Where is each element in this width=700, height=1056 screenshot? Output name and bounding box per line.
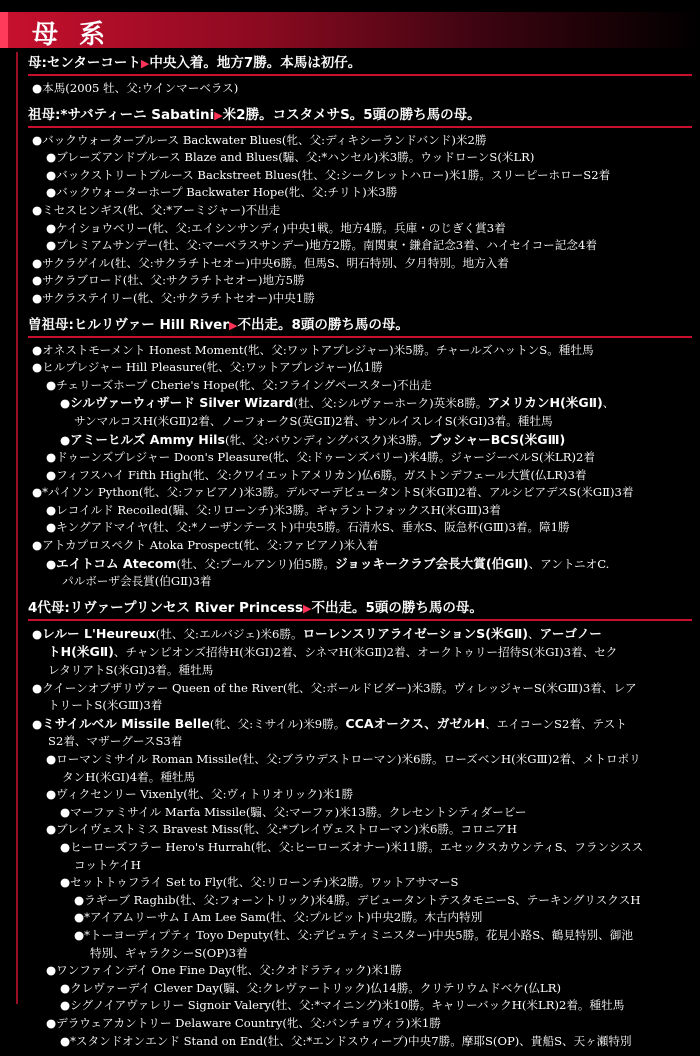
- page-title: 母 系: [32, 20, 112, 50]
- entry-text: ●*スタンドオンエンド Stand on End(牡、父:*エンドスウィープ)中央7勝。摩耶S(OP)、貴船S、天ヶ瀬特別: [60, 1033, 632, 1048]
- entry-text: ●クイーンオブザリヴァー Queen of the River(牝、父:ボールドビダー)米3勝。ヴィレッジャーS(米GⅢ)3着、レア: [32, 680, 637, 695]
- pedigree-section: [28, 597, 692, 1050]
- pedigree-entry: [28, 237, 692, 255]
- pedigree-entry: [28, 555, 692, 574]
- pedigree-entry: [28, 132, 692, 150]
- entry-text: ●ラギーブ Raghib(牡、父:フォーントリック)米4勝。デビュータントテスタモニーS、テーキングリスクスH: [74, 892, 641, 907]
- entry-text: ●サクラゲイル(牡、父:サクラチトセオー)中央6勝。但馬S、明石特別、夕月特別。地方入着: [32, 255, 509, 270]
- entry-text: パルボーザ会長賞(伯GⅡ)3着: [62, 574, 212, 589]
- entry-text: ●キングアドマイヤ(牡、父:*ノーザンテースト)中央5勝。石清水S、垂水S、阪急杯(GⅢ)3着。障1勝: [46, 520, 570, 535]
- pedigree-section: [28, 314, 692, 591]
- pedigree-section: [28, 52, 692, 98]
- entry-text: ●: [60, 432, 71, 447]
- entry-text: ●シグノイアヴァレリー Signoir Valery(牡、父:*マイニング)米10勝。キャリーバックH(米LR)2着。種牡馬: [60, 998, 625, 1013]
- entry-text: ●: [32, 626, 43, 641]
- heading-summary: 米2勝。コスタメサS。5頭の勝ち馬の母。: [222, 106, 481, 123]
- heading-summary: 中央入着。地方7勝。本馬は初仔。: [149, 55, 362, 71]
- stakes-highlight: シルヴァーウィザード Silver Wizard: [70, 395, 294, 411]
- entry-text: ●ヒーローズフラー Hero's Hurrah(牝、父:ヒーローズオナー)米11勝。エセックスカウンティS、フランシスス: [60, 839, 644, 854]
- pedigree-entry: [28, 962, 692, 980]
- stakes-highlight: レルー L'Heureux: [42, 625, 156, 641]
- entry-text: ●チェリーズホープ Cherie's Hope(牝、父:フライングペースター)不出走: [46, 377, 432, 392]
- pedigree-entry: [28, 290, 692, 308]
- entry-text: ●ケイショウベリー(牝、父:エイシンサンディ)中央1戦。地方4勝。兵庫・のじぎく賞3着: [46, 220, 506, 235]
- entry-text: ●デラウェアカントリー Delaware Country(牝、父:バンチョヴィラ)米1勝: [46, 1015, 441, 1030]
- triangle-right-icon: ▶: [214, 108, 223, 122]
- entry-text: (牝、父:バウンディングバスク)米3勝。: [224, 432, 429, 447]
- entry-text: S2着、マザーグースS3着: [48, 734, 183, 749]
- pedigree-entry: [28, 184, 692, 202]
- entry-text: ●フィフスハイ Fifth High(牝、父:クワイエットアメリカン)仏6勝。ガストンデフェール大賞(仏LR)3着: [46, 467, 587, 482]
- entry-text: 、エイコーンS2着、テスト: [485, 716, 627, 731]
- entry-text: ●*アイアムリーサム I Am Lee Sam(牡、父:プルピット)中央2勝。木古内特別: [74, 910, 483, 925]
- stakes-highlight: エイトコム Atecom: [56, 555, 177, 571]
- entry-text: ●バックストリートブルース Backstreet Blues(牡、父:シークレットハロー)米1勝。スリーピーホローS2着: [46, 167, 611, 182]
- entry-text: 、: [528, 626, 540, 641]
- entry-text: (牡、父:プールアンリ)伯5勝。: [176, 556, 335, 571]
- entry-text: ●マーファミサイル Marfa Missile(騸、父:マーファ)米13勝。クレセントシティダービー: [60, 804, 527, 819]
- entry-text: ●ミセスヒンギス(牝、父:*アーミジャー)不出走: [32, 202, 281, 217]
- entry-text: ●ヴィクセンリー Vixenly(牝、父:ヴィトリオリック)米1勝: [46, 787, 354, 802]
- entry-text: ●: [32, 716, 43, 731]
- pedigree-entry: [28, 502, 692, 520]
- pedigree-entry: [28, 394, 692, 413]
- stakes-highlight: CCAオークス、ガゼルH: [345, 715, 486, 731]
- section-heading: [28, 104, 692, 128]
- heading-dam-name: 祖母:*サバティーニ Sabatini: [28, 106, 215, 123]
- entry-text: ●クレヴァーデイ Clever Day(騸、父:クレヴァートリック)仏14勝。クリテリウムドベケ(仏LR): [60, 980, 561, 995]
- pedigree-entry: [28, 342, 692, 360]
- pedigree-entry: [28, 874, 692, 892]
- pedigree-entry: [28, 786, 692, 804]
- section-heading: [28, 597, 692, 621]
- stakes-highlight: ミサイルベル Missile Belle: [42, 715, 210, 731]
- triangle-right-icon: ▶: [303, 601, 312, 615]
- entry-text: ●サクラステイリー(牝、父:サクラチトセオー)中央1勝: [32, 290, 315, 305]
- pedigree-entry: [28, 467, 692, 485]
- heading-dam-name: 母:センターコート: [28, 55, 141, 71]
- stakes-highlight: トH(米GⅡ): [48, 644, 114, 660]
- entry-text: ●プレミアムサンデー(牡、父:マーベラスサンデー)地方2勝。南関東・鎌倉記念3着、ハイセイコー記念4着: [46, 238, 597, 253]
- entry-continuation: [28, 733, 692, 751]
- pedigree-entry: [28, 751, 692, 769]
- entry-text: ●ブレイヴェストミス Bravest Miss(牝、父:*ブレイヴェストローマン)米6勝。コロニアH: [46, 822, 517, 837]
- entry-text: ●サクラブロード(牡、父:サクラチトセオー)地方5勝: [32, 273, 305, 288]
- pedigree-entry: [28, 715, 692, 734]
- title-bar: [0, 12, 700, 48]
- entry-continuation: [28, 662, 692, 680]
- entry-text: ●アトカプロスペクト Atoka Prospect(牝、父:ファビアノ)米入着: [32, 538, 379, 553]
- entry-text: ●本馬(2005 牡、父:ウインマーベラス): [32, 81, 239, 95]
- entry-text: ●: [60, 396, 71, 411]
- pedigree-entry: [28, 359, 692, 377]
- pedigree-section: [28, 104, 692, 308]
- entry-continuation: [28, 697, 692, 715]
- entry-continuation: [28, 643, 692, 662]
- pedigree-entry: [28, 149, 692, 167]
- entry-text: ●: [46, 556, 57, 571]
- entry-text: レタリアトS(米GⅠ)3着。種牡馬: [48, 663, 214, 678]
- entry-text: ●*パイソン Python(牝、父:ファビアノ)米3勝。デルマーデビュータントS(米GⅡ)2着、アルシビアデスS(米GⅡ)3着: [32, 485, 634, 500]
- entry-text: ●ブレーズアンドブルース Blaze and Blues(騸、父:*ハンセル)米3勝。ウッドローンS(米LR): [46, 150, 535, 165]
- entry-text: 、チャンピオンズ招待H(米GⅠ)2着、シネマH(米GⅡ)2着、オークトゥリー招待S(米GⅠ)3着、セク: [113, 645, 618, 660]
- entry-text: 、: [602, 396, 615, 411]
- pedigree-entry: [28, 927, 692, 945]
- triangle-right-icon: ▶: [140, 57, 150, 70]
- stakes-highlight: アミーヒルズ Ammy Hils: [70, 431, 225, 447]
- pedigree-entry: [28, 821, 692, 839]
- entry-text: ●バックウォーターブルース Backwater Blues(牝、父:ディキシーランドバンド)米2勝: [32, 132, 487, 147]
- pedigree-entry: [28, 537, 692, 555]
- pedigree-entry: [28, 680, 692, 698]
- entry-text: トリートS(米GⅢ)3着: [48, 698, 163, 713]
- entry-text: タンH(米GⅠ)4着。種牡馬: [62, 769, 196, 784]
- entry-text: 特別、ギャラクシーS(OP)3着: [90, 945, 248, 960]
- entry-continuation: [28, 945, 692, 963]
- pedigree-entry: [28, 80, 692, 98]
- entry-text: ●セットトゥフライ Set to Fly(牝、父:リローンチ)米2勝。ワットアサマーS: [60, 875, 459, 890]
- entry-text: ●バックウォーターホープ Backwater Hope(牝、父:チリト)米3勝: [46, 185, 398, 200]
- entry-text: 、アントニオC.: [528, 556, 610, 571]
- pedigree-entry: [28, 804, 692, 822]
- pedigree-entry: [28, 255, 692, 273]
- stakes-highlight: アーゴノー: [539, 625, 602, 641]
- pedigree-entry: [28, 167, 692, 185]
- pedigree-entry: [28, 431, 692, 450]
- stakes-highlight: ブッシャーBCS(米GⅢ): [428, 431, 566, 447]
- entry-continuation: [28, 769, 692, 787]
- entry-text: (牡、父:エルバジェ)米6勝。: [155, 626, 303, 641]
- entry-text: (牝、父:ミサイル)米9勝。: [209, 716, 346, 731]
- pedigree-entry: [28, 997, 692, 1015]
- pedigree-content: [28, 52, 692, 1056]
- pedigree-entry: [28, 839, 692, 857]
- pedigree-entry: [28, 1015, 692, 1033]
- entry-continuation: [28, 857, 692, 875]
- entry-text: サンマルコスH(米GⅡ)2着、ノーフォークS(英GⅡ)2着、サンルイスレイS(米GⅠ)3着。種牡馬: [74, 413, 553, 428]
- heading-summary: 不出走。8頭の勝ち馬の母。: [237, 316, 409, 333]
- section-heading: [28, 52, 692, 76]
- entry-text: (牡、父:シルヴァーホーク)英米8勝。: [293, 396, 488, 411]
- pedigree-entry: [28, 449, 692, 467]
- stakes-highlight: ローレンスリアライゼーションS(米GⅡ): [302, 625, 528, 641]
- heading-dam-name: 曽祖母:ヒルリヴァー Hill River: [28, 316, 229, 333]
- pedigree-entry: [28, 484, 692, 502]
- entry-text: コットケイH: [74, 857, 141, 872]
- pedigree-entry: [28, 220, 692, 238]
- pedigree-entry: [28, 1033, 692, 1051]
- pedigree-entry: [28, 519, 692, 537]
- pedigree-entry: [28, 625, 692, 644]
- entry-text: ●ヒルプレジャー Hill Pleasure(牝、父:ワットアプレジャー)仏1勝: [32, 360, 383, 375]
- pedigree-entry: [28, 909, 692, 927]
- entry-continuation: [28, 573, 692, 591]
- heading-summary: 不出走。5頭の勝ち馬の母。: [311, 599, 483, 616]
- heading-dam-name: 4代母:リヴァープリンセス River Princess: [28, 599, 303, 616]
- entry-text: ●ドゥーンズプレジャー Doon's Pleasure(牝、父:ドゥーンズバリー)米4勝。ジャージーベルS(米LR)2着: [46, 450, 595, 465]
- pedigree-entry: [28, 272, 692, 290]
- section-heading: [28, 314, 692, 338]
- stakes-highlight: ジョッキークラブ会長大賞(伯GⅡ): [334, 555, 529, 571]
- pedigree-entry: [28, 892, 692, 910]
- entry-text: ●ローマンミサイル Roman Missile(牡、父:ブラウデストローマン)米6勝。ローズベンH(米GⅢ)2着、メトロポリ: [46, 752, 641, 766]
- entry-text: ●オネストモーメント Honest Moment(牝、父:ワットアプレジャー)米5勝。チャールズハットンS。種牡馬: [32, 342, 594, 357]
- triangle-right-icon: ▶: [228, 318, 238, 332]
- entry-text: ●ワンファインデイ One Fine Day(牝、父:クオドラティック)米1勝: [46, 963, 402, 978]
- title-accent: [0, 12, 8, 48]
- entry-text: ●レコイルド Recoiled(騸、父:リローンチ)米3勝。ギャラントフォックスH(米GⅢ)3着: [46, 502, 501, 517]
- entry-text: ●*トーヨーディプティ Toyo Deputy(牡、父:デピュティミニスター)中央5勝。花見小路S、鶴見特別、御池: [74, 927, 633, 942]
- pedigree-entry: [28, 377, 692, 395]
- stakes-highlight: アメリカンH(米GⅡ): [487, 395, 603, 411]
- pedigree-entry: [28, 980, 692, 998]
- entry-continuation: [28, 413, 692, 431]
- pedigree-entry: [28, 202, 692, 220]
